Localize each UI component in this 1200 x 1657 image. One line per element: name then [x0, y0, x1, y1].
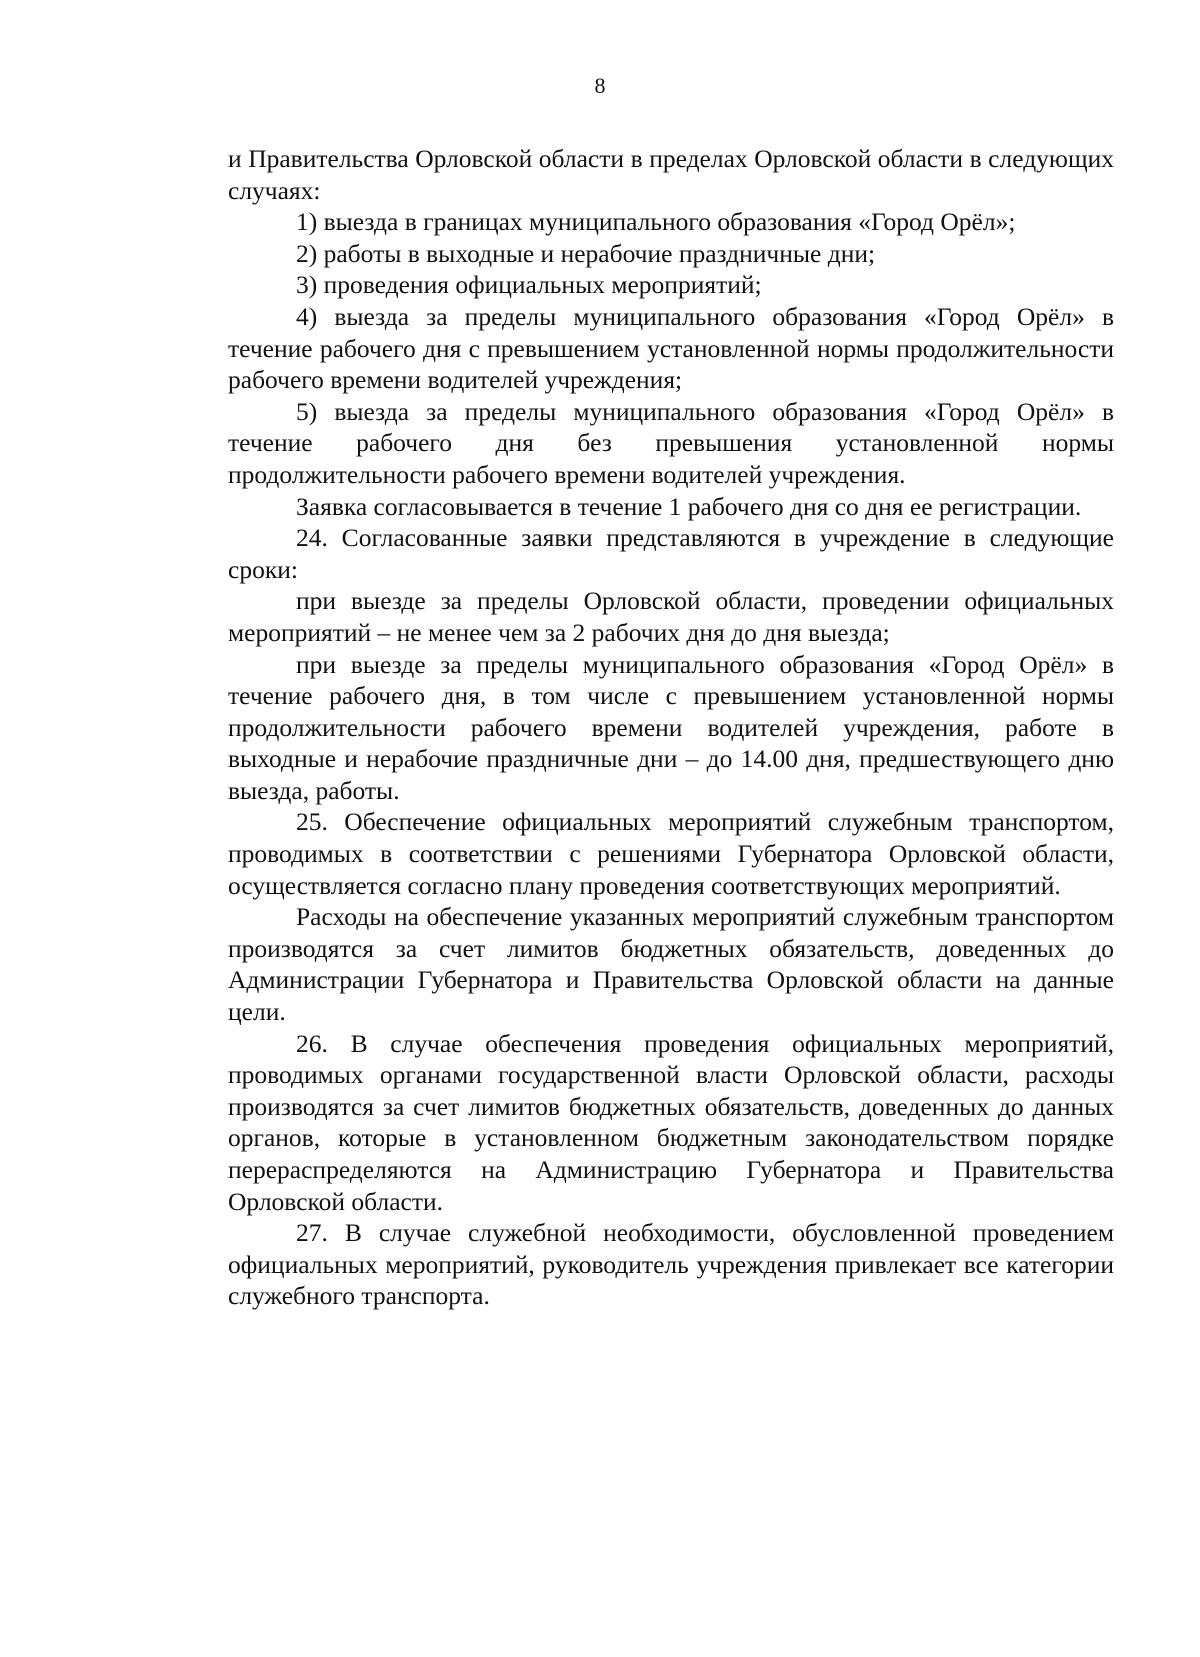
paragraph-intro: и Правительства Орловской области в пределах Орловской области в следующих случаях: — [228, 144, 1114, 205]
paragraph-25-expenses: Расходы на обеспечение указанных мероприятий служебным транспортом производятся за счет лимитов бюджетных обязательств, доведенных до Администрации Губернатора и Правительства Орловской области на данные цели. — [228, 902, 1114, 1027]
list-item-2: 2) работы в выходные и нерабочие праздничные дни; — [296, 238, 876, 268]
list-item-1: 1) выезда в границах муниципального образования «Город Орёл»; — [296, 207, 1016, 237]
list-item-4: 4) выезда за пределы муниципального образования «Город Орёл» в течение рабочего дня с превышением установленной нормы продолжительности рабочего времени водителей учреждения; — [228, 301, 1114, 395]
paragraph-approval: Заявка согласовывается в течение 1 рабочего дня со дня ее регистрации. — [296, 491, 1082, 521]
paragraph-24-term-1: при выезде за пределы Орловской области, проведении официальных мероприятий – не менее чем за 2 рабочих дня до дня выезда; — [228, 586, 1114, 647]
paragraph-25: 25. Обеспечение официальных мероприятий служебным транспортом, проводимых в соответствии с решениями Губернатора Орловской области, осуществляется согласно плану проведения соответствующих мероприятий. — [228, 807, 1114, 900]
paragraph-24-term-2: при выезде за пределы муниципального образования «Город Орёл» в течение рабочего дня, в том числе с превышением установленной нормы продолжительности рабочего времени водителей учреждения, работе в выходные и нерабочие праздничные дни – до 14.00 дня, предшествующего дню выезда, работы. — [228, 649, 1114, 805]
paragraph-26: 26. В случае обеспечения проведения официальных мероприятий, проводимых органами государственной власти Орловской области, расходы производятся за счет лимитов бюджетных обязательств, доведенных до данных органов, которые в установленном бюджетным законодательством порядке перераспределяются на Администрацию Губернатора и Правительства Орловской области. — [228, 1028, 1114, 1216]
list-item-5: 5) выезда за пределы муниципального образования «Город Орёл» в течение рабочего дня без превышения установленной нормы продолжительности рабочего времени водителей учреждения. — [228, 396, 1114, 489]
page-number: 8 — [594, 73, 606, 98]
list-item-3: 3) проведения официальных мероприятий; — [296, 270, 762, 300]
document-body — [228, 143, 1114, 1312]
paragraph-27: 27. В случае служебной необходимости, обусловленной проведением официальных мероприятий, руководитель учреждения привлекает все категории служебного транспорта. — [228, 1218, 1114, 1311]
paragraph-24: 24. Согласованные заявки представляются в учреждение в следующие сроки: — [228, 523, 1114, 584]
